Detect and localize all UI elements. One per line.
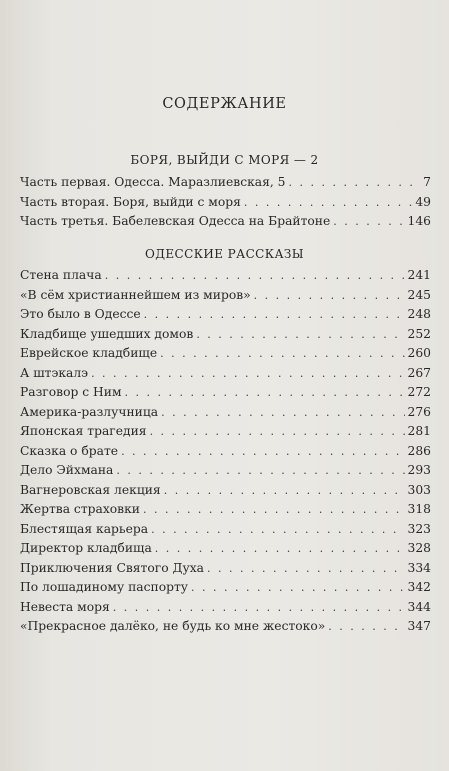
dot-leader (125, 386, 405, 399)
toc-entry-page-number: 252 (407, 326, 431, 341)
toc-entry (20, 307, 431, 327)
dot-leader (150, 425, 405, 438)
toc-entry-title: Еврейское кладбище (20, 346, 158, 360)
toc-entry-title: По лошадиному паспорту (20, 580, 189, 594)
toc-entry-page-number: 344 (407, 599, 431, 614)
toc-entry-title: «В сём христианнейшем из миров» (20, 287, 251, 302)
toc-entry (20, 366, 431, 386)
toc-entry-page-number: 146 (407, 214, 431, 228)
toc-entry-title: Часть третья. Бабелевская Одесса на Брайтоне (20, 214, 331, 228)
toc-entry-page-number: 276 (407, 404, 431, 419)
toc-entry-page-number: 323 (407, 521, 431, 536)
toc-entry-page-number: 286 (407, 443, 431, 458)
toc-entry (20, 600, 431, 620)
toc-entry (20, 541, 431, 561)
toc-entry (20, 502, 431, 522)
page-title: СОДЕРЖАНИЕ (162, 96, 287, 112)
toc-entry-page-number: 7 (423, 175, 431, 189)
toc-entry (20, 346, 431, 366)
dot-leader (207, 562, 405, 575)
toc-entry (20, 268, 431, 288)
dot-leader (160, 347, 404, 360)
dot-leader (116, 464, 404, 477)
toc-entry-page-number: 260 (407, 346, 431, 360)
toc-entry (20, 214, 431, 234)
toc-entry (20, 522, 431, 542)
toc-entry-title: Директор кладбища (20, 541, 152, 555)
part1-toc-list (20, 175, 431, 234)
toc-entry-title: Америка-разлучница (20, 404, 159, 419)
toc-entry-title: Приключения Святого Духа (20, 560, 205, 575)
toc-entry-page-number: 248 (407, 307, 431, 321)
dot-leader (161, 406, 404, 419)
toc-entry-title: «Прекрасное далёко, не будь ко мне жестоко» (20, 619, 326, 633)
toc-entry-title: Блестящая карьера (20, 521, 149, 536)
toc-entry (20, 444, 431, 464)
toc-entry-page-number: 347 (407, 619, 431, 633)
toc-entry-title: Жертва страховки (20, 502, 140, 516)
toc-entry-title: Часть вторая. Боря, выйди с моря (20, 194, 241, 209)
toc-entry (20, 327, 431, 347)
dot-leader (105, 269, 405, 282)
toc-entry (20, 385, 431, 405)
toc-entry-page-number: 328 (407, 541, 431, 555)
toc-entry-page-number: 272 (407, 385, 431, 399)
toc-entry-page-number: 303 (407, 482, 431, 497)
toc-entry (20, 619, 431, 639)
dot-leader (333, 215, 404, 228)
toc-entry-title: Это было в Одессе (20, 307, 141, 321)
dot-leader (151, 523, 404, 536)
toc-entry (20, 405, 431, 425)
dot-leader (121, 445, 404, 458)
dot-leader (155, 542, 405, 555)
toc-entry-title: Разговор с Ним (20, 385, 122, 399)
toc-entry-page-number: 334 (407, 560, 431, 575)
dot-leader (196, 328, 404, 341)
dot-leader (254, 289, 405, 302)
toc-entry-title: Часть первая. Одесса. Маразлиевская, 5 (20, 175, 286, 189)
toc-entry (20, 175, 431, 195)
toc-entry (20, 580, 431, 600)
toc-entry-page-number: 245 (407, 287, 431, 302)
toc-entry (20, 195, 431, 215)
dot-leader (143, 503, 405, 516)
part2-toc-list (20, 268, 431, 639)
toc-entry-title: Сказка о брате (20, 443, 119, 458)
toc-entry-title: Японская трагедия (20, 424, 147, 438)
dot-leader (164, 484, 405, 497)
toc-entry (20, 288, 431, 308)
toc-entry-page-number: 267 (407, 365, 431, 380)
toc-entry-page-number: 241 (407, 268, 431, 282)
dot-leader (91, 367, 404, 380)
dot-leader (328, 620, 404, 633)
toc-entry-page-number: 342 (407, 580, 431, 594)
part1-heading: БОРЯ, ВЫЙДИ С МОРЯ — 2 (130, 153, 319, 167)
dot-leader (289, 176, 421, 189)
toc-entry-page-number: 49 (415, 194, 431, 209)
toc-entry-page-number: 318 (407, 502, 431, 516)
toc-entry-title: Дело Эйхмана (20, 463, 114, 477)
toc-entry (20, 483, 431, 503)
toc-entry (20, 463, 431, 483)
dot-leader (144, 308, 405, 321)
toc-entry-page-number: 293 (407, 463, 431, 477)
toc-entry-title: Кладбище ушедших домов (20, 326, 194, 341)
toc-entry-title: Невеста моря (20, 599, 110, 614)
dot-leader (244, 196, 412, 209)
toc-entry (20, 561, 431, 581)
toc-entry (20, 424, 431, 444)
toc-entry-page-number: 281 (407, 424, 431, 438)
toc-entry-title: Стена плача (20, 268, 102, 282)
dot-leader (113, 601, 405, 614)
part2-heading: ОДЕССКИЕ РАССКАЗЫ (144, 247, 305, 261)
toc-entry-title: А штэкалэ (20, 365, 89, 380)
dot-leader (191, 581, 405, 594)
toc-entry-title: Вагнеровская лекция (20, 482, 161, 497)
